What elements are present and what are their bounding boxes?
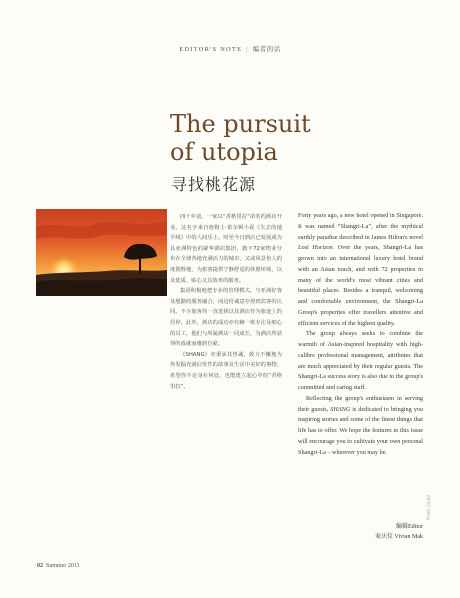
chinese-paragraph: 四十年前，一家以“香格里拉”命名的酒店开业。这名字来自詹姆士·希尔顿小说《失去的地平线》中的人间乐土。时至今日酒店已发展成为具亚洲特色的豪华酒店集团，旗下72家物业分布在全球各地充满活力的城市，又或风景怡人的度假胜地，为旅客提供宁静舒适的休憩环境，以及优质、贴心又具效率的服务。: [170, 214, 282, 284]
section-label-en: EDITOR'S NOTE: [179, 46, 243, 53]
english-body-column: [298, 211, 423, 458]
sunset-photo-illustration: [36, 209, 167, 296]
article-title: [170, 110, 311, 166]
section-label-cn: 编者的话: [252, 46, 281, 53]
english-paragraph: The group always seeks to combine the warmth of Asian-inspired hospitality with high-calibre professional management, attributes that are much appreciated by their regular guests. The Shangri-La success story is also due to the group's committed and caring staff.: [298, 330, 423, 391]
chinese-body-column: [170, 212, 282, 392]
english-paragraph: Reflecting the group's enthusiasm in serving their guests, SHANG is dedicated to bringing you inspiring stories and some of the finest things that life has to offer. We hope the features in this issue will encourage you to cultivate your own personal Shangri-La – wherever you may be.: [298, 394, 423, 456]
chinese-paragraph: 《SHANG》亦秉承其热诚，致力不懈地为你发掘充满启发性的故事及生活中美好的事物，希望你不论身在何处，也能建立起心中的“香格里拉”。: [170, 351, 282, 390]
section-separator: |: [246, 46, 249, 53]
editor-role: 编辑Editor: [396, 524, 423, 530]
section-header: [0, 44, 460, 53]
chinese-paragraph: 集团积极地把专业的管理模式，与亚洲好客及殷勤的服务融合，而这份诚意亦得到宾客的认同。不少旅客均一直选择以其酒店作为旅途上的居停。此外，酒店的成功亦有赖一班专注及细心的员工，他们与所属酒店一同成长，为酒店所获得的成就而感到自豪。: [170, 288, 282, 348]
sunset-tree-photo: [36, 209, 167, 296]
title-line-2: of utopia: [170, 138, 278, 166]
issue-label: Summer 2011: [46, 563, 80, 569]
editor-signature: [330, 522, 423, 542]
page-number: 02: [37, 563, 43, 569]
page-footer: [37, 563, 80, 569]
editor-name: 麦庆仪 Vivian Mak: [375, 534, 423, 540]
article-title-chinese: 寻找桃花源: [171, 175, 257, 194]
photo-credit: Photo Corbis: [426, 494, 431, 520]
title-line-1: The pursuit: [170, 110, 311, 138]
english-paragraph: Forty years ago, a new hotel opened in Singapore. It was named “Shangri-La”, after the mythical earthly paradise described in James Hilton's novel Lost Horizon. Over the years, Shangri-La has grown into an international luxury hotel brand with an Asian touch, and with 72 properties in many of the world's most vibrant cities and beautiful places. Besides a tranquil, welcoming and comfortable environment, the Shangri-La Group's properties offer travellers attentive and efficient services of the highest quality.: [298, 212, 423, 327]
